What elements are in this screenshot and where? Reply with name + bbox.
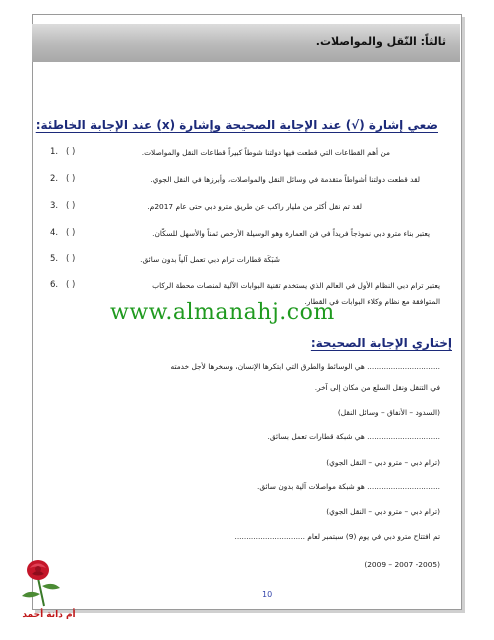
q6-number: 6. [50, 280, 59, 290]
q5-number: 5. [50, 254, 59, 264]
mcq1-statement: ............................... هي الوسائط والطرق التي ابتكرها الإنسان، وسخرها لأجل خدمته [170, 362, 440, 371]
q2-number: 2. [50, 174, 59, 184]
mcq1-options: (السدود – الأنفاق – وسائل النقل) [337, 408, 440, 417]
q6-text: يعتبر ترام دبي النظام الأول في العالم الذي يستخدم تقنية البوابات الآلية لمنصات محطة الركاب [152, 281, 440, 290]
q5-text: شَبَكَة قطارات ترام دبي تعمل آلياً بدون سائق. [140, 255, 280, 264]
q4-number: 4. [50, 228, 59, 238]
q3-text: لقد تم نقل أكثر من مليار راكب عن طريق مترو دبي حتى عام 2017م. [147, 202, 362, 211]
part1-heading: ضعي إشارة (√) عند الإجابة الصحيحة وإشارة (x) عند الإجابة الخاطئة: [35, 118, 438, 132]
q4-answer-box[interactable]: ( ) [66, 228, 76, 238]
q1-answer-box[interactable]: ( ) [66, 147, 76, 157]
mcq2-statement: ............................... هي شبكة قطارات تعمل بسائق. [267, 432, 440, 441]
mcq4-statement: تم افتتاح مترو دبي في يوم (9) سبتمبر لعام .............................. [234, 532, 440, 541]
watermark: www.almanahj.com [110, 300, 335, 325]
part2-heading: إختاري الإجابة الصحيحة: [310, 336, 452, 350]
mcq3-options: (ترام دبي – مترو دبي – النقل الجوي) [326, 507, 440, 516]
q3-number: 3. [50, 201, 59, 211]
mcq1-statement-continued: في التنقل ونقل السلع من مكان إلى آخر. [314, 383, 440, 392]
logo-rose [14, 556, 78, 622]
q2-answer-box[interactable]: ( ) [66, 174, 76, 184]
q5-answer-box[interactable]: ( ) [66, 254, 76, 264]
q4-text: يعتبر بناء مترو دبي نموذجاً فريداً في فن العمارة وهو الوسيلة الأرخص ثمناً والأسهل للسكّان. [152, 229, 430, 238]
q1-text: من أهم القطاعات التي قطعت فيها دولتنا شوطاً كبيراً قطاعات النقل والمواصلات. [141, 148, 390, 157]
mcq4-options: (2005- 2007 – 2009) [364, 560, 440, 569]
section-title: ثالثاً: النّقل والمواصلات. [315, 35, 446, 48]
q1-number: 1. [50, 147, 59, 157]
q2-text: لقد قطعت دولتنا أشواطاً متقدمة في وسائل النقل والمواصلات، وأبرزها في النقل الجوي. [150, 175, 420, 184]
q6-answer-box[interactable]: ( ) [66, 280, 76, 290]
logo-text: أم دانة أحمد [22, 610, 76, 620]
page-number: 10 [262, 590, 273, 599]
q3-answer-box[interactable]: ( ) [66, 201, 76, 211]
rose-icon [14, 556, 78, 608]
q6-text-continued: المتوافقة مع نظام وكلاء البوابات في القطار. [304, 297, 440, 306]
mcq3-statement: ............................... هو شبكة مواصلات آلية بدون سائق. [256, 482, 440, 491]
mcq2-options: (ترام دبي – مترو دبي – النقل الجوي) [326, 458, 440, 467]
section-banner [32, 24, 460, 62]
